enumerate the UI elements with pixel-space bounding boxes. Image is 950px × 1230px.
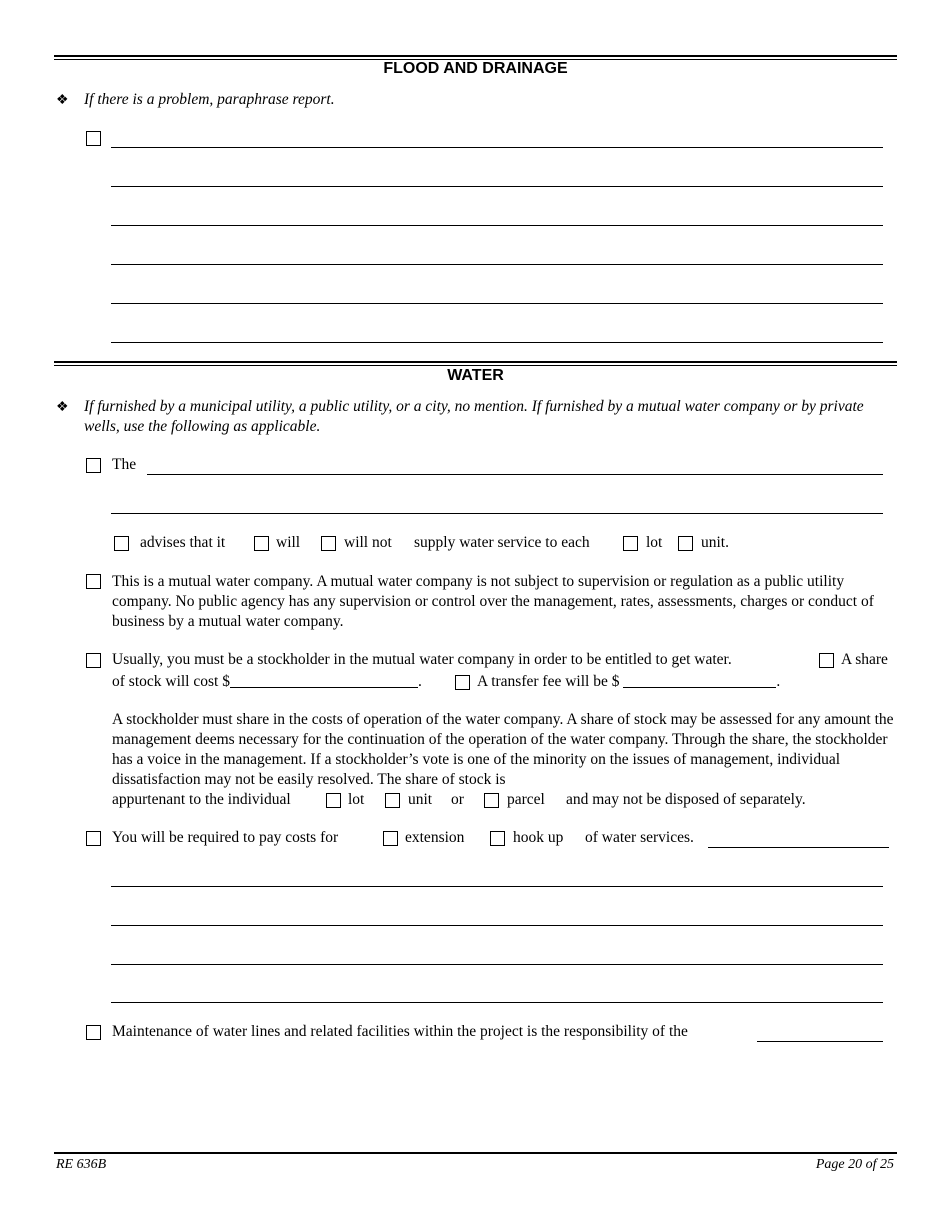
- lot-checkbox[interactable]: [623, 536, 638, 551]
- maintenance-label: Maintenance of water lines and related facilities within the project is the responsibility of the: [112, 1023, 688, 1040]
- share-label: A share: [841, 651, 888, 668]
- the-label: The: [112, 456, 137, 473]
- costs-line-4[interactable]: [111, 1002, 883, 1003]
- stock-cost-label: of stock will cost $: [112, 673, 230, 690]
- bullet-icon: ❖: [56, 400, 69, 415]
- advises-checkbox[interactable]: [114, 536, 129, 551]
- hookup-label: hook up: [513, 829, 564, 846]
- flood-line-6[interactable]: [111, 342, 883, 343]
- extension-checkbox[interactable]: [383, 831, 398, 846]
- appurtenant-unit-checkbox[interactable]: [385, 793, 400, 808]
- flood-line-2[interactable]: [111, 186, 883, 187]
- the-line[interactable]: [147, 474, 883, 475]
- share-costs-text: A stockholder must share in the costs of operation of the water company. A share of stock may be assessed for any amount the management deems necessary for the continuation of the operation of the water company. Through the share, the stockholder has a voice in the management. If a stockholder’s vote is one of the minority on the issues of management, individual dissatisfaction may not be easily resolved. The share of stock is: [112, 711, 894, 788]
- share-checkbox[interactable]: [819, 653, 834, 668]
- appurtenant-lot-checkbox[interactable]: [326, 793, 341, 808]
- page-number: Page 20 of 25: [815, 1157, 894, 1172]
- transfer-fee-field[interactable]: [623, 673, 776, 688]
- flood-line-1[interactable]: [111, 147, 883, 148]
- unit-label: unit.: [701, 534, 729, 551]
- costs-checkbox[interactable]: [86, 831, 101, 846]
- flood-line-3[interactable]: [111, 225, 883, 226]
- the-line-2[interactable]: [111, 513, 883, 514]
- stockholder-checkbox[interactable]: [86, 653, 101, 668]
- supply-label: supply water service to each: [414, 534, 590, 551]
- advises-label: advises that it: [140, 534, 226, 551]
- water-rule: [54, 361, 897, 366]
- parcel-checkbox[interactable]: [484, 793, 499, 808]
- stock-cost-end: .: [417, 673, 422, 690]
- services-field[interactable]: [708, 847, 889, 848]
- hookup-checkbox[interactable]: [490, 831, 505, 846]
- water-heading: WATER: [447, 367, 504, 384]
- stockholder-text: Usually, you must be a stockholder in the mutual water company in order to be entitled to get water.: [112, 651, 732, 668]
- stock-cost-field[interactable]: [230, 673, 418, 688]
- transfer-row: [477, 673, 780, 691]
- transfer-fee-checkbox[interactable]: [455, 675, 470, 690]
- will-not-checkbox[interactable]: [321, 536, 336, 551]
- flood-instruction: If there is a problem, paraphrase report.: [84, 91, 335, 108]
- appurtenant-label: appurtenant to the individual: [112, 791, 291, 808]
- unit-checkbox[interactable]: [678, 536, 693, 551]
- parcel-label: parcel: [507, 791, 545, 808]
- transfer-label: A transfer fee will be $: [477, 673, 620, 690]
- mutual-checkbox[interactable]: [86, 574, 101, 589]
- disposed-label: and may not be disposed of separately.: [566, 791, 806, 808]
- will-not-label: will not: [344, 534, 392, 551]
- lot-label: lot: [646, 534, 663, 551]
- appurtenant-lot-label: lot: [348, 791, 365, 808]
- footer-rule: [54, 1152, 897, 1154]
- costs-label: You will be required to pay costs for: [112, 829, 339, 846]
- flood-heading: FLOOD AND DRAINAGE: [383, 60, 568, 77]
- appurtenant-unit-label: unit: [408, 791, 433, 808]
- maintenance-checkbox[interactable]: [86, 1025, 101, 1040]
- bullet-icon: ❖: [56, 93, 69, 108]
- or-label: or: [451, 791, 464, 808]
- flood-checkbox[interactable]: [86, 131, 101, 146]
- maintenance-field[interactable]: [757, 1041, 883, 1042]
- flood-line-4[interactable]: [111, 264, 883, 265]
- transfer-end: .: [776, 673, 781, 690]
- water-instruction: If furnished by a municipal utility, a public utility, or a city, no mention. If furnished by a mutual water company or by private wells, use the following as applicable.: [84, 398, 864, 435]
- costs-line-2[interactable]: [111, 925, 883, 926]
- stock-cost-row: [112, 673, 422, 691]
- will-checkbox[interactable]: [254, 536, 269, 551]
- form-id: RE 636B: [56, 1157, 107, 1172]
- flood-line-5[interactable]: [111, 303, 883, 304]
- costs-line-1[interactable]: [111, 886, 883, 887]
- costs-line-3[interactable]: [111, 964, 883, 965]
- services-label: of water services.: [585, 829, 694, 846]
- the-checkbox[interactable]: [86, 458, 101, 473]
- mutual-text: This is a mutual water company. A mutual water company is not subject to supervision or regulation as a public utility company. No public agency has any supervision or control over the management, rates, assessments, charges or conduct of business by a mutual water company.: [112, 573, 874, 630]
- will-label: will: [276, 534, 301, 551]
- extension-label: extension: [405, 829, 465, 846]
